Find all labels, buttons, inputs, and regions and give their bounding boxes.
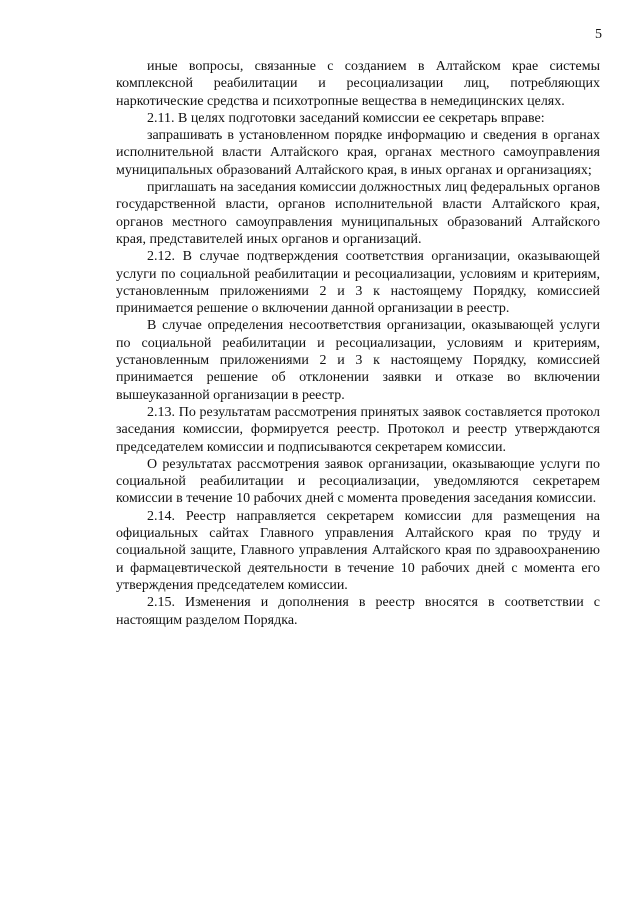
- paragraph-2-14: 2.14. Реестр направляется секретарем комиссии для размещения на официальных сайтах Главного управления Алтайского края по труду и социальной защите, Главного управления Алтайского края по здравоохранению и фармацевтической деятельности в течение 10 рабочих дней с момента его утверждения председателем комиссии.: [116, 508, 600, 593]
- paragraph-2-13: 2.13. По результатам рассмотрения принятых заявок составляется протокол заседания комиссии, формируется реестр. Протокол и реестр утверждаются председателем комиссии и подписываются секретарем комиссии.: [116, 404, 600, 455]
- paragraph-invite-officials: приглашать на заседания комиссии должностных лиц федеральных органов государственной власти, органов исполнительной власти Алтайского края, органов местного самоуправления муниципальных образований Алтайского края, представителей иных органов и организаций.: [116, 180, 600, 247]
- paragraph-continuation: иные вопросы, связанные с созданием в Алтайском крае системы комплексной реабилитации и ресоциализации лиц, потребляющих наркотические средства и психотропные вещества в немедицинских целях.: [116, 59, 600, 109]
- paragraph-notification: О результатах рассмотрения заявок организации, оказывающие услуги по социальной реабилитации и ресоциализации, уведомляются секретарем комиссии в течение 10 рабочих дней с момента проведения заседания комиссии.: [116, 456, 600, 507]
- paragraph-nonconformity: В случае определения несоответствия организации, оказывающей услуги по социальной реабилитации и ресоциализации, условиям и критериям, установленным приложениями 2 и 3 к настоящему Порядку, комиссией принимается решение об отклонении заявки и отказе во включении вышеуказанной организации в реестр.: [116, 318, 600, 403]
- document-body: [116, 58, 600, 629]
- paragraph-request-info: запрашивать в установленном порядке информацию и сведения в органах исполнительной власти Алтайского края, органах местного самоуправления муниципальных образований Алтайского края, в иных органах и организациях;: [116, 128, 600, 178]
- paragraph-2-11: 2.11. В целях подготовки заседаний комиссии ее секретарь вправе:: [147, 110, 545, 126]
- paragraph-2-12: 2.12. В случае подтверждения соответствия организации, оказывающей услуги по социальной реабилитации и ресоциализации, условиям и критериям, установленным приложениями 2 и 3 к настоящему Порядку, комиссией принимается решение о включении данной организации в реестр.: [116, 249, 600, 317]
- paragraph-2-15: 2.15. Изменения и дополнения в реестр вносятся в соответствии с настоящим разделом Порядка.: [116, 595, 600, 628]
- page-number: 5: [595, 27, 602, 42]
